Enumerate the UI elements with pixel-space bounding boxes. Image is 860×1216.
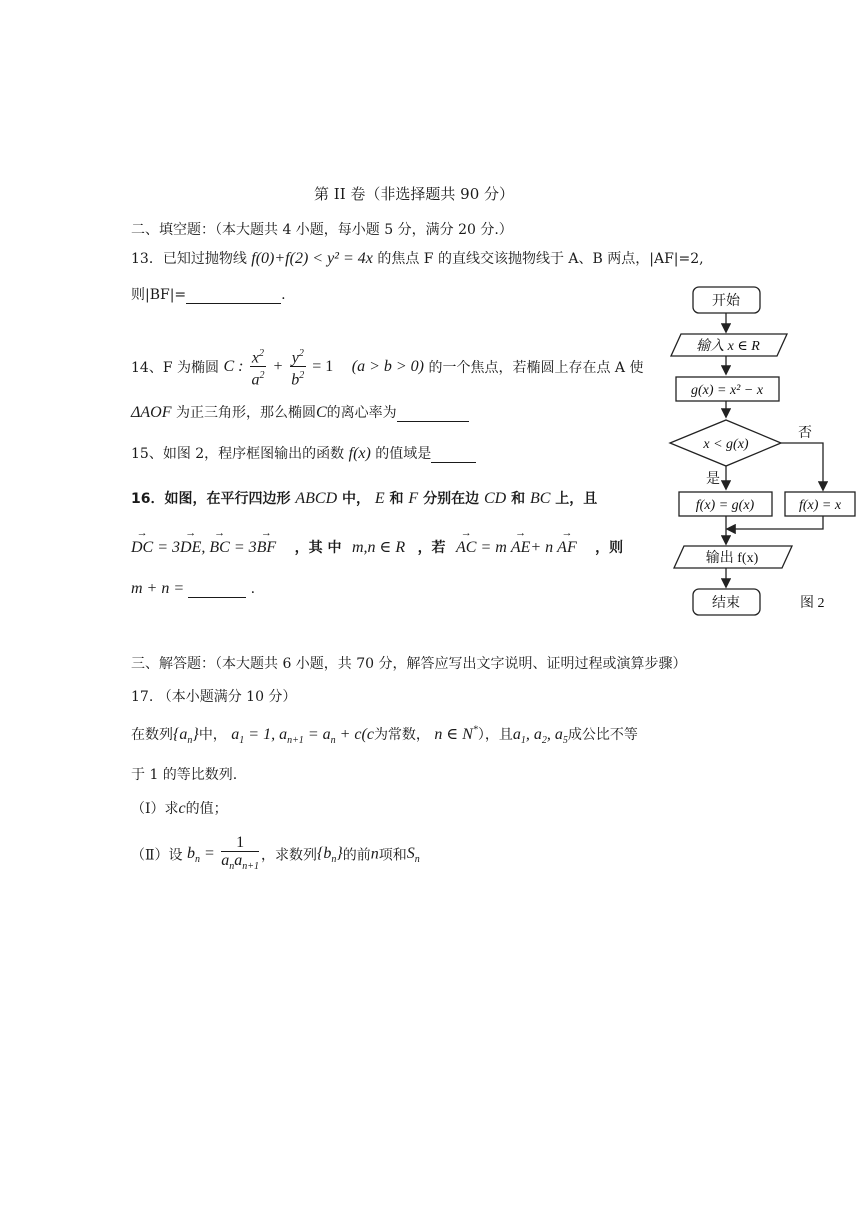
question-13-line1: 13．已知过抛物线 f(0)+f(2) < y² = 4x 的焦点 F 的直线交该抛物线于 A、B 两点，|AF|=2,: [131, 250, 704, 267]
answer-blank[interactable]: [186, 287, 281, 304]
flowchart-figure: [660, 283, 860, 623]
recurrence-relation: $a_1 = 1$, $a_{n+1} = a_n + c(c$: [231, 726, 374, 747]
section3-heading: 三、解答题：（本大题共 6 小题，共 70 分，解答应写出文字说明、证明过程或演算步骤）: [131, 656, 687, 672]
question-17-part1: （Ⅰ）求c的值；: [131, 800, 228, 817]
flowchart-decision-label: x < g(x): [703, 437, 749, 452]
flowchart-right-label: f(x) = x: [798, 498, 842, 513]
flowchart-end-label: 结束: [712, 596, 740, 611]
answer-blank[interactable]: [397, 405, 469, 422]
question-16-line2: → DC = 3→ DE, → BC = 3→ BF ，其 中 m,n ∈ R ，若 → AC = m → AE+ n → AF ，则: [131, 537, 623, 557]
sequence-b-n: $\{b_n\}$: [316, 844, 343, 865]
n-in-natural: n ∈ N*: [434, 724, 478, 743]
flowchart-input-label: 输入 x ∈ R: [696, 339, 760, 354]
flowchart-start-label: 开始: [712, 294, 740, 309]
question-14-line2: ΔAOF 为正三角形，那么椭圆C的离心率为: [131, 402, 469, 422]
question-17-title: 17. （本小题满分 10 分）: [131, 689, 297, 705]
flowchart-g-label: g(x) = x² − x: [690, 383, 764, 398]
section2-heading: 二、填空题：（本大题共 4 小题，每小题 5 分，满分 20 分.）: [131, 222, 513, 238]
question-17-line2: 于 1 的等比数列.: [131, 767, 238, 783]
fraction-x2-a2: $\frac{x^2}{a^2}$: [250, 345, 266, 389]
flowchart-no-label: 否: [798, 426, 812, 441]
flowchart-output-label: 输出 f(x): [705, 551, 759, 566]
question-17-line1: 在数列$\{a_n\}$中， $a_1 = 1$, $a_{n+1} = a_n + c(c$为常数， n ∈ N*），且$a_1$, $a_2$, $a_5$成公比不等: [131, 724, 638, 747]
vector-equation-1: → DC = 3→ DE, → BC = 3→ BF: [131, 539, 276, 556]
fraction-y2-b2: $\frac{y^2}{b^2}$: [290, 345, 306, 389]
question-14-line1: 14、F 为椭圆 C : $\frac{x^2}{a^2}$ + $\frac{y^2}{b^2}$ = 1 (a > b > 0) 的一个焦点，若椭圆上存在点 A 使: [131, 345, 643, 389]
section-title: 第 II 卷（非选择题共 90 分）: [314, 185, 515, 203]
question-13-line2: 则|BF|= .: [131, 287, 286, 303]
question-16-line1: 16．如图，在平行四边形 ABCD 中， E 和 F 分别在边 CD 和 BC 上，且: [131, 490, 598, 507]
sequence-a-n: $\{a_n\}$: [173, 726, 199, 747]
vector-equation-2: → AC = m → AE+ n → AF: [456, 539, 577, 556]
answer-blank[interactable]: [431, 446, 476, 463]
question-15: 15、如图 2，程序框图输出的函数 f(x) 的值域是: [131, 443, 476, 463]
answer-blank[interactable]: [188, 581, 246, 598]
q13-condition: f(0)+f(2) < y² = 4x: [251, 250, 373, 267]
flowchart-yes-label: 是: [706, 472, 720, 487]
flowchart-caption: 图 2: [800, 596, 825, 611]
sum-s-n: $S_n$: [406, 844, 420, 865]
question-16-line3: m + n = .: [131, 580, 256, 597]
flowchart-left-label: f(x) = g(x): [695, 498, 755, 513]
question-17-part2: （Ⅱ）设 $b_n$ = $\frac{1}{a_na_{n+1}}$ ，求数列$\{b_n\}$的前n项和$S_n$: [131, 834, 420, 875]
terms-a1-a2-a5: $a_1$, $a_2$, $a_5$: [512, 726, 568, 747]
fraction-1-over-an-an1: $\frac{1}{a_na_{n+1}}$: [221, 834, 259, 873]
